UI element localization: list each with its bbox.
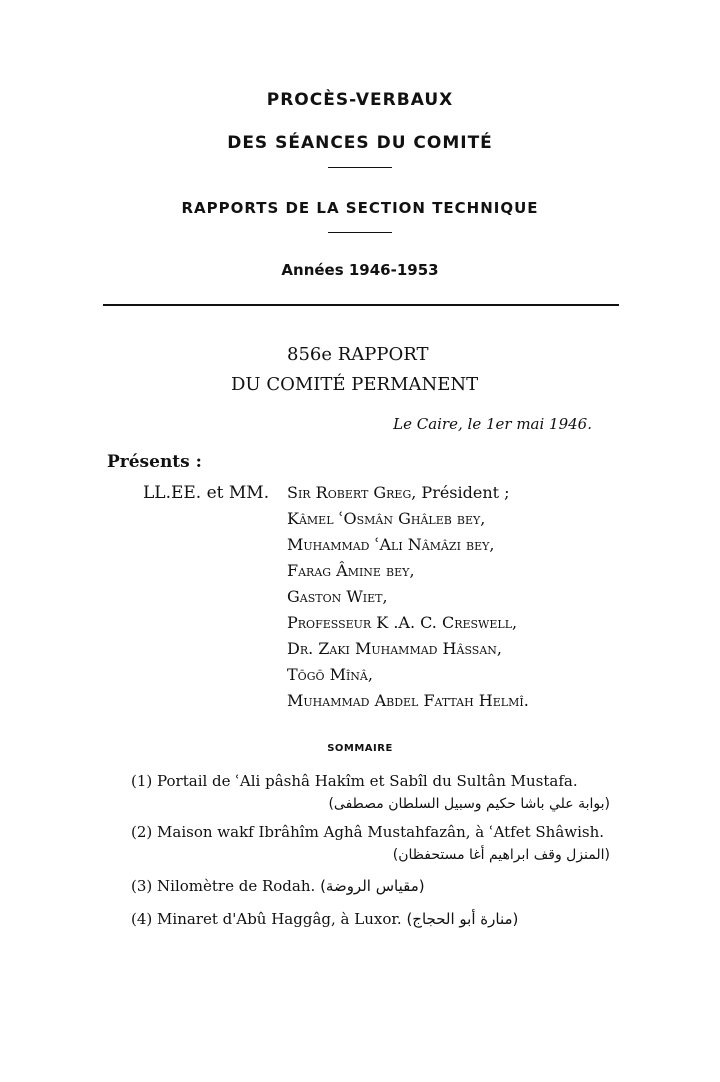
short-divider-2 (328, 232, 392, 233)
member-row (287, 483, 510, 502)
sommaire-heading: SOMMAIRE (327, 743, 393, 754)
place-date: Le Caire, le 1er mai 1946. (393, 415, 592, 433)
item-text: Maison wakf Ibrâhîm Aghâ Mustahfazân, à ʿAtfet Shâwish. (157, 823, 605, 841)
member-row (287, 535, 494, 554)
item-number: (4) (131, 910, 153, 928)
member-suffix: , (367, 665, 373, 684)
member-suffix: , (382, 587, 388, 606)
item-arabic: (مقياس الروضة) (320, 877, 425, 895)
member-name: Kâmel ʿOsmân Ghâleb bey (287, 509, 481, 528)
member-row (287, 561, 415, 580)
item-number: (2) (131, 823, 153, 841)
member-name: Sir Robert Greg (287, 483, 412, 502)
item-arabic: (بوابة علي باشا حكيم وسبيل السلطان مصطفى) (328, 796, 610, 812)
list-item (131, 910, 518, 928)
short-divider-1 (328, 167, 392, 168)
title-line-1: PROCÈS-VERBAUX (266, 90, 454, 110)
presents-heading: Présents : (107, 452, 202, 472)
member-suffix: , (480, 509, 486, 528)
member-row (287, 587, 388, 606)
member-row (287, 639, 502, 658)
item-text: Minaret d'Abû Haggâg, à Luxor. (157, 910, 402, 928)
member-suffix: , (512, 613, 518, 632)
section-title: RAPPORTS DE LA SECTION TECHNIQUE (181, 199, 539, 217)
report-number-title: 856e RAPPORT (287, 344, 429, 365)
member-row (287, 691, 529, 710)
member-suffix: . (523, 691, 529, 710)
member-name: Muhammad Abdel Fattah Helmî (287, 691, 524, 710)
list-item (131, 877, 425, 895)
member-suffix: , (489, 535, 495, 554)
item-number: (1) (131, 772, 153, 790)
member-suffix: , Président ; (411, 483, 510, 502)
presents-prefix: LL.EE. et MM. (143, 483, 270, 503)
list-item (131, 823, 604, 841)
member-name: Professeur K .A. C. Creswell (287, 613, 513, 632)
member-name: Farag Âmine bey (287, 561, 410, 580)
member-suffix: , (496, 639, 502, 658)
main-divider (103, 304, 619, 306)
member-name: Tōgō Mînâ (287, 665, 368, 684)
item-text: Portail de ʿAli pâshâ Hakîm et Sabîl du Sultân Mustafa. (157, 772, 578, 790)
report-subtitle: DU COMITÉ PERMANENT (231, 374, 479, 395)
item-number: (3) (131, 877, 153, 895)
member-row (287, 613, 517, 632)
member-row (287, 665, 373, 684)
member-name: Dr. Zaki Muhammad Hâssan (287, 639, 497, 658)
item-text: Nilomètre de Rodah. (157, 877, 316, 895)
member-name: Muhammad ʿAli Nâmâzi bey (287, 535, 490, 554)
member-suffix: , (409, 561, 415, 580)
member-row (287, 509, 485, 528)
years: Années 1946-1953 (281, 261, 439, 279)
member-name: Gaston Wiet (287, 587, 383, 606)
item-arabic: (المنزل وقف ابراهيم أغا مستحفظان) (392, 847, 610, 863)
item-arabic: (منارة أبو الحجاج) (406, 910, 519, 928)
title-line-2: DES SÉANCES DU COMITÉ (227, 133, 493, 153)
list-item (131, 772, 578, 790)
